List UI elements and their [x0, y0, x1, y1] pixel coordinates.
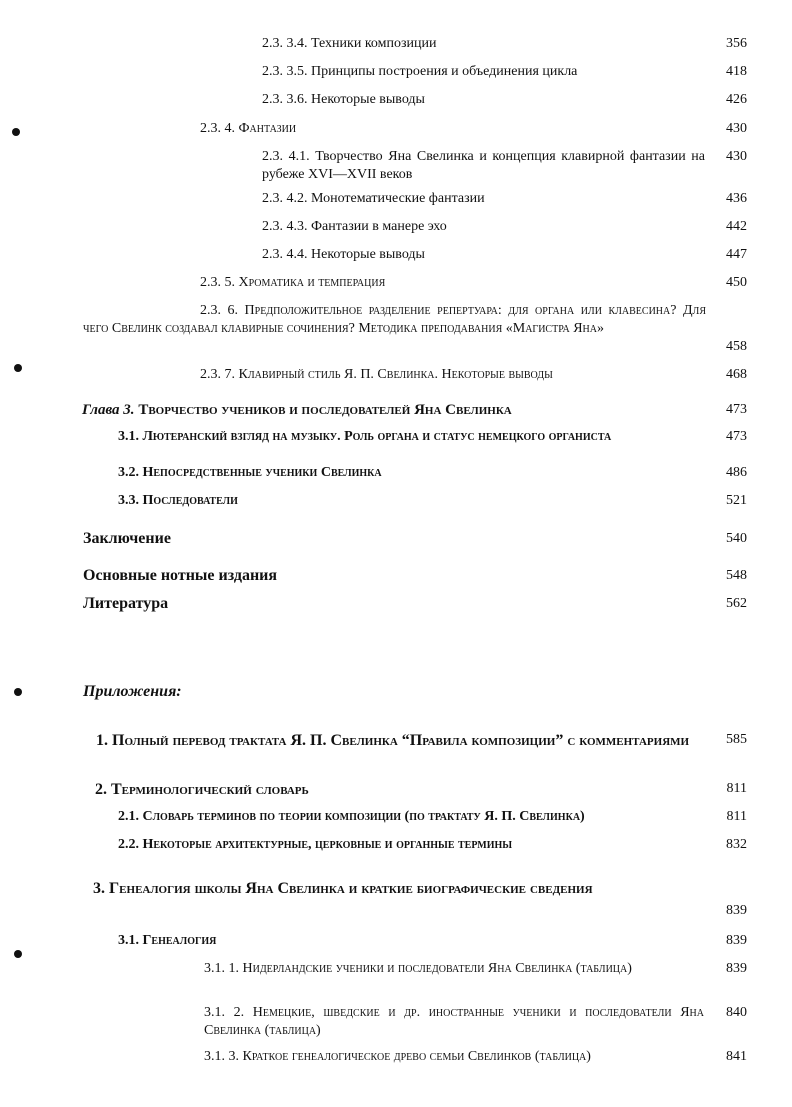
- toc-entry-title: Заключение: [83, 530, 171, 547]
- toc-entry[interactable]: [262, 35, 747, 53]
- toc-entry-title: Литература: [83, 595, 169, 612]
- toc-page-number: 430: [726, 121, 747, 136]
- toc-entry[interactable]: [262, 63, 747, 81]
- toc-entry[interactable]: [118, 932, 747, 950]
- toc-entry[interactable]: [200, 274, 747, 292]
- toc-entry-title: 3.3. Последователи: [118, 493, 238, 508]
- toc-entry[interactable]: [95, 780, 747, 800]
- toc-page-number: 839: [726, 961, 747, 976]
- appendix-heading: [83, 683, 383, 703]
- toc-entry-title: 3.1. Генеалогия: [118, 933, 217, 948]
- toc-page-number: 426: [726, 92, 747, 107]
- toc-entry[interactable]: [83, 878, 747, 918]
- toc-entry-title: 2.3. 5. Хроматика и темперация: [200, 275, 386, 290]
- toc-page-number: 447: [726, 247, 747, 262]
- toc-page-number: 841: [726, 1049, 747, 1064]
- toc-entry[interactable]: [83, 530, 747, 550]
- toc-entry[interactable]: [262, 218, 747, 236]
- toc-entry-title: 2.3. 3.4. Техники композиции: [262, 36, 437, 51]
- toc-entry-title: 2. Терминологический словарь: [95, 781, 309, 798]
- toc-entry-title: 2.3. 4.4. Некоторые выводы: [262, 247, 425, 262]
- margin-bullet: [14, 364, 22, 372]
- margin-bullet: [14, 688, 22, 696]
- margin-bullet: [14, 950, 22, 958]
- toc-page-number: 839: [726, 903, 747, 918]
- toc-entry-title: 2.2. Некоторые архитектурные, церковные и органные термины: [118, 837, 513, 852]
- toc-entry[interactable]: [200, 366, 747, 384]
- toc-entry[interactable]: [204, 960, 747, 996]
- toc-page-number: 473: [726, 402, 747, 417]
- toc-entry[interactable]: [204, 1004, 747, 1040]
- toc-page-number: 840: [726, 1005, 747, 1020]
- toc-page-number: 418: [726, 64, 747, 79]
- toc-entry[interactable]: [118, 808, 747, 826]
- toc-entry-title: 2.3. 4. Фантазии: [200, 121, 297, 136]
- toc-page-number: 811: [726, 809, 747, 824]
- toc-entry-title: 2.3. 4.1. Творчество Яна Свелинка и концепция клавирной фантазии на рубеже XVI—XVII веков: [262, 149, 705, 182]
- toc-page-number: 562: [726, 596, 747, 611]
- toc-entry[interactable]: [83, 428, 747, 464]
- toc-page-number: 585: [726, 732, 747, 747]
- toc-entry[interactable]: [262, 148, 747, 184]
- toc-entry-title: 2.3. 3.5. Принципы построения и объединения цикла: [262, 64, 578, 79]
- toc-entry[interactable]: [83, 731, 747, 771]
- toc-page-number: 839: [726, 933, 747, 948]
- toc-page-number: 486: [726, 465, 747, 480]
- toc-entry[interactable]: [118, 464, 747, 482]
- toc-entry[interactable]: [262, 190, 747, 208]
- toc-page-number: 548: [726, 568, 747, 583]
- toc-page-number: 356: [726, 36, 747, 51]
- toc-page-number: 430: [726, 149, 747, 164]
- toc-page-number: 832: [726, 837, 747, 852]
- toc-entry-title: 2.3. 6. Предположительное разделение репертуара: для органа или клавесина? Для чего Свелинк создавал клавирные сочинения? Методика преподавания «Магистра Яна»: [83, 303, 706, 336]
- toc-entry[interactable]: [200, 120, 747, 138]
- toc-entry[interactable]: [262, 91, 747, 109]
- toc-entry-title: Основные нотные издания: [83, 567, 278, 584]
- toc-entry[interactable]: [204, 1048, 747, 1066]
- toc-page-number: 436: [726, 191, 747, 206]
- toc-entry[interactable]: [118, 836, 747, 854]
- toc-entry-title: 2.1. Словарь терминов по теории композиции (по трактату Я. П. Свелинка): [118, 809, 585, 824]
- toc-entry-title: 1. Полный перевод трактата Я. П. Свелинка “Правила композиции” с комментариями: [96, 732, 690, 749]
- toc-entry-title: 3.2. Непосредственные ученики Свелинка: [118, 465, 382, 480]
- toc-entry-title: 3.1. 1. Нидерландские ученики и последователи Яна Свелинка (таблица): [204, 961, 632, 976]
- toc-entry-title: 3.1. Лютеранский взгляд на музыку. Роль органа и статус немецкого органиста: [118, 429, 612, 444]
- toc-entry-title: 2.3. 3.6. Некоторые выводы: [262, 92, 425, 107]
- toc-page-number: 450: [726, 275, 747, 290]
- toc-entry-title: 2.3. 7. Клавирный стиль Я. П. Свелинка. Некоторые выводы: [200, 367, 553, 382]
- toc-entry-title: 2.3. 4.2. Монотематические фантазии: [262, 191, 485, 206]
- toc-entry[interactable]: [83, 302, 747, 356]
- toc-entry[interactable]: [118, 492, 747, 510]
- toc-entry-title: 3.1. 2. Немецкие, шведские и др. иностранные ученики и последователи Яна Свелинка (таблица): [204, 1005, 704, 1038]
- toc-entry-title: 3. Генеалогия школы Яна Свелинка и краткие биографические сведения: [93, 880, 593, 897]
- toc-page-number: 458: [726, 339, 747, 354]
- toc-entry[interactable]: [83, 595, 747, 615]
- toc-page-number: 811: [726, 781, 747, 796]
- chapter-prefix: Глава 3.: [82, 402, 135, 418]
- toc-entry-title: 3.1. 3. Краткое генеалогическое древо семьи Свелинков (таблица): [204, 1049, 591, 1064]
- toc-page-number: 540: [726, 531, 747, 546]
- toc-entry[interactable]: [262, 246, 747, 264]
- toc-entry-title: Творчество учеников и последователей Яна Свелинка: [138, 402, 512, 418]
- toc-page-number: 473: [726, 429, 747, 444]
- margin-bullet: [12, 128, 20, 136]
- toc-page-number: 442: [726, 219, 747, 234]
- toc-page-number: 468: [726, 367, 747, 382]
- toc-entry[interactable]: [83, 567, 747, 587]
- toc-entry-title: 2.3. 4.3. Фантазии в манере эхо: [262, 219, 447, 234]
- chapter-3-entry[interactable]: [82, 401, 747, 421]
- toc-page-number: 521: [726, 493, 747, 508]
- appendix-heading-text: Приложения:: [83, 683, 182, 700]
